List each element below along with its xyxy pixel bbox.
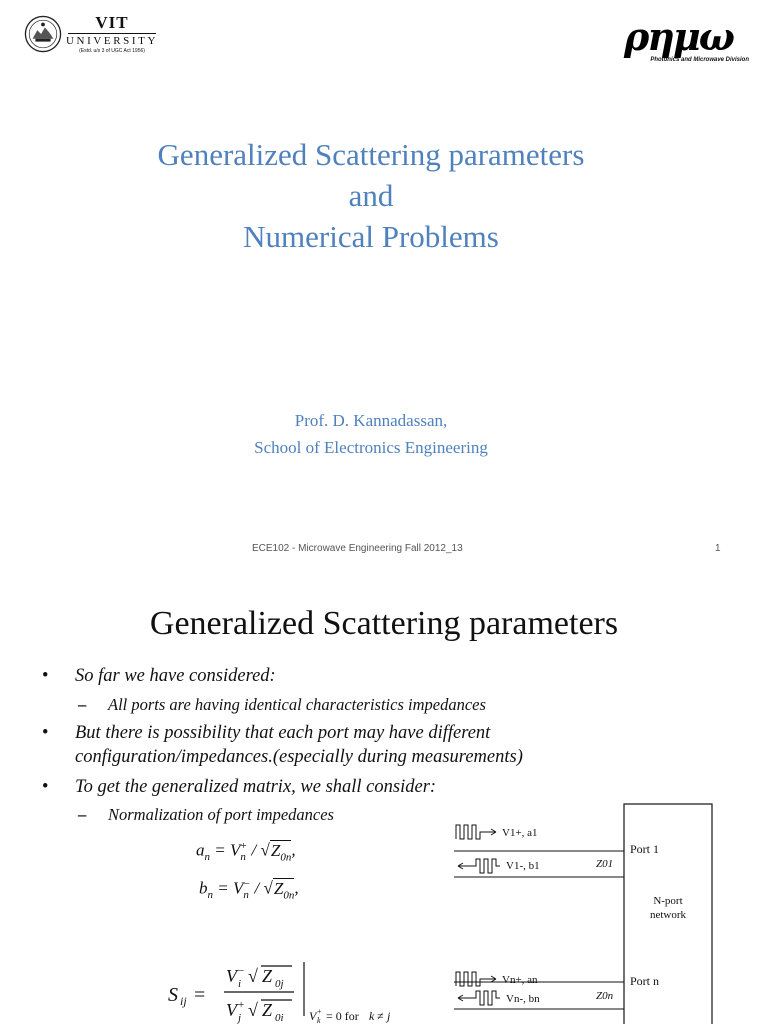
svg-text:=: = <box>194 984 206 1006</box>
svg-text:V: V <box>309 1009 317 1023</box>
svg-text:k: k <box>369 1009 375 1023</box>
svg-text:Z: Z <box>262 966 273 986</box>
title-line: and <box>348 178 394 213</box>
page-number: 1 <box>715 543 721 554</box>
vit-logo-subtitle: UNIVERSITY <box>66 35 158 47</box>
svg-text:k: k <box>317 1016 321 1024</box>
network-label-2: network <box>649 909 687 921</box>
svg-text:√: √ <box>248 1000 258 1020</box>
wave1-reflected-label: V1-, b1 <box>506 860 540 872</box>
svg-text:ij: ij <box>180 994 187 1008</box>
svg-text:√: √ <box>248 966 258 986</box>
content-slide <box>0 576 768 1024</box>
bullet-item <box>40 664 620 689</box>
sub-bullet-text: Normalization of port impedances <box>108 805 334 824</box>
vit-seal-icon <box>24 15 62 53</box>
bullet-icon: • <box>42 666 49 686</box>
presentation-title <box>0 134 742 257</box>
portn-label: Port n <box>630 974 660 988</box>
bullet-icon: • <box>42 722 49 743</box>
bullet-icon: • <box>42 776 49 797</box>
title-line: Generalized Scattering parameters <box>157 137 585 172</box>
author-department: School of Electronics Engineering <box>254 438 488 457</box>
svg-text:V: V <box>226 1000 237 1020</box>
svg-text:= 0 for: = 0 for <box>326 1009 359 1023</box>
footer-course: ECE102 - Microwave Engineering Fall 2012_13 <box>252 543 463 554</box>
n-port-network-figure <box>452 803 716 1024</box>
waven-reflected-label: Vn-, bn <box>506 993 540 1005</box>
author-info <box>0 407 742 461</box>
vit-logo <box>64 14 160 55</box>
title-line: Numerical Problems <box>243 219 499 254</box>
bullet-item <box>40 721 620 770</box>
svg-text:V: V <box>226 966 237 986</box>
wave1-incident-label: V1+, a1 <box>502 827 538 839</box>
equation-sij <box>168 956 428 1024</box>
dash-icon: – <box>78 694 87 714</box>
dash-icon: – <box>78 805 87 824</box>
svg-text:i: i <box>238 978 242 990</box>
svg-text:ρημω: ρημω <box>624 14 733 58</box>
svg-text:+: + <box>317 1007 322 1016</box>
svg-text:0j: 0j <box>275 978 284 990</box>
svg-text:j: j <box>387 1009 391 1023</box>
vit-logo-name: VIT <box>95 13 129 32</box>
svg-text:+: + <box>238 999 245 1011</box>
author-name: Prof. D. Kannadassan, <box>294 411 448 430</box>
bullet-text: So far we have considered: <box>75 666 276 686</box>
svg-text:0i: 0i <box>275 1012 284 1024</box>
equation-an: $a_n = V_n^+ / √Z_{0n}$, <box>196 840 296 864</box>
division-caption: Photonics and Microwave Division <box>650 57 749 63</box>
photonics-microwave-logo-icon <box>622 14 748 58</box>
network-label-1: N-port <box>653 895 683 907</box>
bullet-item <box>40 775 620 800</box>
svg-text:j: j <box>238 1012 242 1024</box>
bullet-text: To get the generalized matrix, we shall consider: <box>75 776 437 797</box>
bullet-text: But there is possibility that each port may have different configuration/impedances.(especially during measurements) <box>75 722 523 767</box>
vit-logo-note: (Estd. u/s 3 of UGC Act 1956) <box>79 48 145 54</box>
svg-text:S: S <box>168 984 178 1006</box>
sub-bullet-text: All ports are having identical characteristics impedances <box>108 694 486 714</box>
z0n-label: Z0n <box>596 990 614 1002</box>
svg-text:Z: Z <box>262 1000 273 1020</box>
sub-bullet-item <box>40 694 620 715</box>
svg-text:≠: ≠ <box>377 1009 384 1023</box>
waven-incident-label: Vn+, an <box>502 974 538 986</box>
equation-bn: $b_n = V_n^- / √Z_{0n}$, <box>199 878 299 902</box>
z01-label: Z01 <box>596 858 614 870</box>
slide-title: Generalized Scattering parameters <box>149 605 619 642</box>
svg-text:−: − <box>238 965 245 977</box>
port1-label: Port 1 <box>630 842 660 856</box>
vit-logo-divider <box>68 33 156 34</box>
